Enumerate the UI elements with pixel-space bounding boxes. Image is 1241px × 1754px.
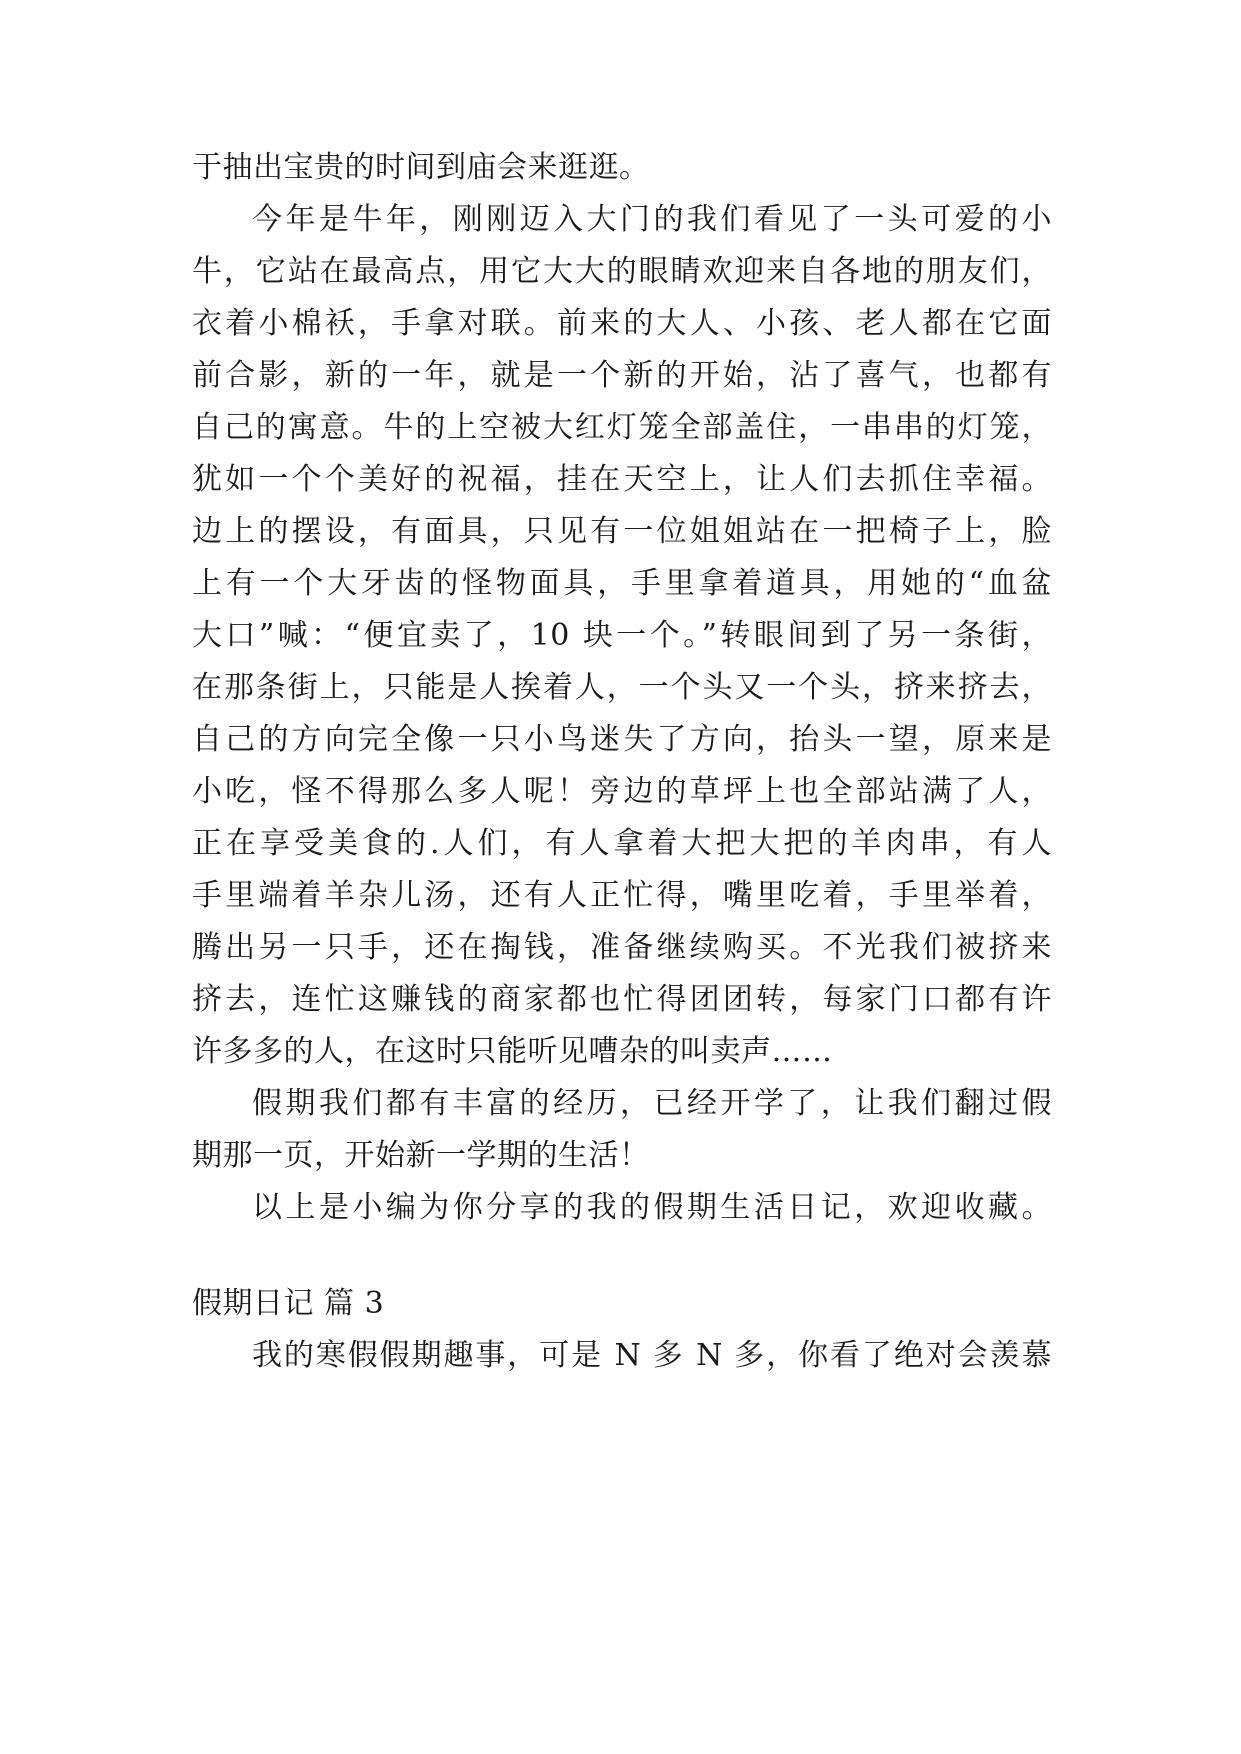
paragraph-line-3: 牛，它站在最高点，用它大大的眼睛欢迎来自各地的朋友们，	[192, 254, 1052, 289]
paragraph-line-2: 今年是牛年，刚刚迈入大门的我们看见了一头可爱的小	[252, 202, 1052, 237]
paragraph-line-8: 边上的摆设，有面具，只见有一位姐姐站在一把椅子上，脸	[192, 514, 1052, 549]
paragraph-line-23: 我的寒假假期趣事，可是 N 多 N 多，你看了绝对会羡慕	[252, 1338, 1052, 1373]
paragraph-line-6: 自己的寓意。牛的上空被大红灯笼全部盖住，一串串的灯笼，	[192, 410, 1052, 445]
paragraph-line-17: 挤去，连忙这赚钱的商家都也忙得团团转，每家门口都有许	[192, 982, 1052, 1017]
paragraph-line-13: 小吃，怪不得那么多人呢！旁边的草坪上也全部站满了人，	[192, 774, 1052, 809]
paragraph-line-10: 大口”喊：“便宜卖了，10 块一个。”转眼间到了另一条街，	[192, 618, 1052, 653]
paragraph-line-4: 衣着小棉袄，手拿对联。前来的大人、小孩、老人都在它面	[192, 306, 1052, 341]
paragraph-line-16: 腾出另一只手，还在掏钱，准备继续购买。不光我们被挤来	[192, 930, 1052, 965]
paragraph-line-9: 上有一个大牙齿的怪物面具，手里拿着道具，用她的“血盆	[192, 566, 1052, 601]
paragraph-line-14: 正在享受美食的.人们，有人拿着大把大把的羊肉串，有人	[192, 826, 1052, 861]
paragraph-line-5: 前合影，新的一年，就是一个新的开始，沾了喜气，也都有	[192, 358, 1052, 393]
paragraph-line-7: 犹如一个个美好的祝福，挂在天空上，让人们去抓住幸福。	[192, 462, 1052, 497]
paragraph-line-11: 在那条街上，只能是人挨着人，一个头又一个头，挤来挤去，	[192, 670, 1052, 705]
closing-line: 以上是小编为你分享的我的假期生活日记，欢迎收藏。	[252, 1190, 1052, 1225]
paragraph-line-15: 手里端着羊杂儿汤，还有人正忙得，嘴里吃着，手里举着，	[192, 878, 1052, 913]
paragraph-line-12: 自己的方向完全像一只小鸟迷失了方向，抬头一望，原来是	[192, 722, 1052, 757]
paragraph-line-20: 期那一页，开始新一学期的生活！	[192, 1138, 650, 1173]
paragraph-line-19: 假期我们都有丰富的经历，已经开学了，让我们翻过假	[252, 1086, 1052, 1121]
section-heading: 假期日记 篇 3	[192, 1286, 385, 1321]
paragraph-line-18: 许多多的人，在这时只能听见嘈杂的叫卖声……	[192, 1034, 833, 1069]
paragraph-line-1: 于抽出宝贵的时间到庙会来逛逛。	[192, 150, 650, 185]
